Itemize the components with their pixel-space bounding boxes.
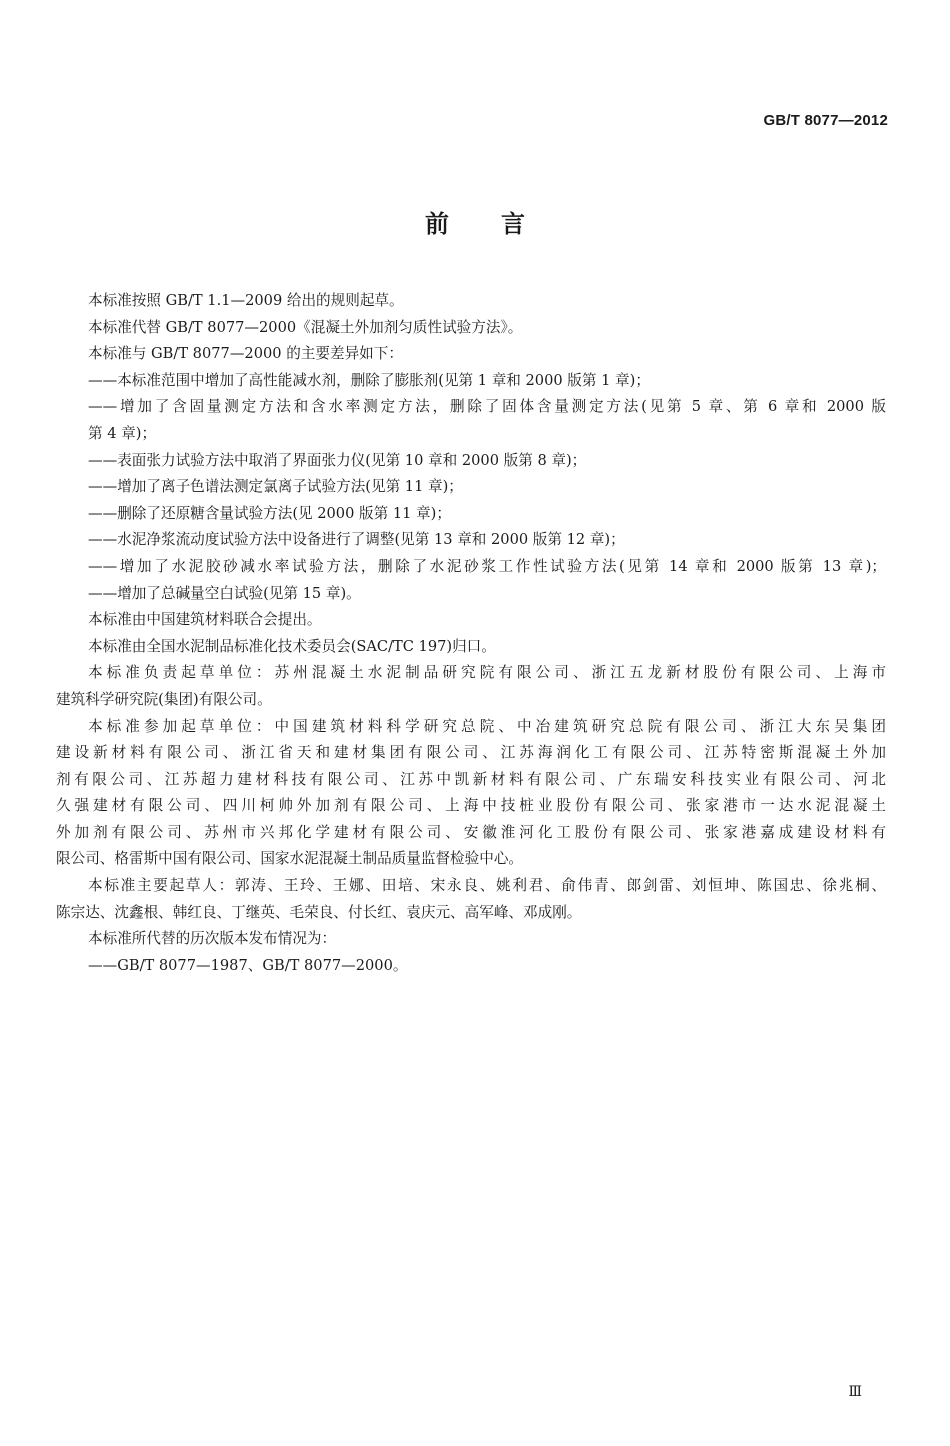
text-line: 本标准由中国建筑材料联合会提出。 <box>88 611 322 629</box>
text-line: 外加剂有限公司、苏州市兴邦化学建材有限公司、安徽淮河化工股份有限公司、张家港嘉成建设材料有 <box>56 823 886 841</box>
text-line: 陈宗达、沈鑫根、韩红良、丁继英、毛荣良、付长红、袁庆元、高军峰、邓成刚。 <box>56 903 582 921</box>
list-item: ——水泥净浆流动度试验方法中设备进行了调整(见第 13 章和 2000 版第 12 章)； <box>88 531 625 549</box>
text-line: 本标准主要起草人：郭涛、王玲、王娜、田培、宋永良、姚利君、俞伟青、郎剑雷、刘恒坤、陈国忠、徐兆桐、 <box>88 877 886 895</box>
list-item: ——增加了总碱量空白试验(见第 15 章)。 <box>88 584 361 602</box>
text-line: 限公司、格雷斯中国有限公司、国家水泥混凝土制品质量监督检验中心。 <box>56 850 524 868</box>
list-item: ——GB/T 8077—1987、GB/T 8077—2000。 <box>88 956 408 974</box>
page-number: Ⅲ <box>848 1385 862 1400</box>
text-line: 建设新材料有限公司、浙江省天和建材集团有限公司、江苏海润化工有限公司、江苏特密斯混凝土外加 <box>56 744 886 762</box>
standard-code: GB/T 8077—2012 <box>763 112 888 129</box>
list-item: ——表面张力试验方法中取消了界面张力仪(见第 10 章和 2000 版第 8 章)； <box>88 451 587 469</box>
page-title: 前言 <box>425 210 577 238</box>
list-item: ——本标准范围中增加了高性能减水剂，删除了膨胀剂(见第 1 章和 2000 版第 1 章)； <box>88 371 650 389</box>
text-line: 本标准所代替的历次版本发布情况为： <box>88 930 337 948</box>
text-line: 剂有限公司、江苏超力建材科技有限公司、江苏中凯新材料有限公司、广东瑞安科技实业有限公司、河北 <box>56 770 886 788</box>
list-item: ——增加了水泥胶砂减水率试验方法，删除了水泥砂浆工作性试验方法(见第 14 章和 2000 版第 13 章)； <box>88 557 886 575</box>
list-item: ——增加了含固量测定方法和含水率测定方法，删除了固体含量测定方法(见第 5 章、第 6 章和 2000 版 <box>88 398 886 416</box>
text-line: 建筑科学研究院(集团)有限公司。 <box>56 690 272 708</box>
list-item: ——增加了离子色谱法测定氯离子试验方法(见第 11 章)； <box>88 478 463 496</box>
text-line: 本标准负责起草单位：苏州混凝土水泥制品研究院有限公司、浙江五龙新材股份有限公司、上海市 <box>88 664 886 682</box>
text-line: 本标准代替 GB/T 8077—2000《混凝土外加剂匀质性试验方法》。 <box>88 318 523 336</box>
text-line: 久强建材有限公司、四川柯帅外加剂有限公司、上海中技桩业股份有限公司、张家港市一达水泥混凝土 <box>56 797 886 815</box>
list-item: ——删除了还原糖含量试验方法(见 2000 版第 11 章)； <box>88 504 451 522</box>
text-line: 本标准参加起草单位：中国建筑材料科学研究总院、中冶建筑研究总院有限公司、浙江大东吴集团 <box>88 717 886 735</box>
text-line: 本标准由全国水泥制品标准化技术委员会(SAC/TC 197)归口。 <box>88 637 496 655</box>
text-line: 本标准按照 GB/T 1.1—2009 给出的规则起草。 <box>88 292 404 309</box>
list-item-continuation: 第 4 章)； <box>88 424 157 442</box>
text-line: 本标准与 GB/T 8077—2000 的主要差异如下： <box>88 345 403 363</box>
foreword-body <box>56 288 886 979</box>
